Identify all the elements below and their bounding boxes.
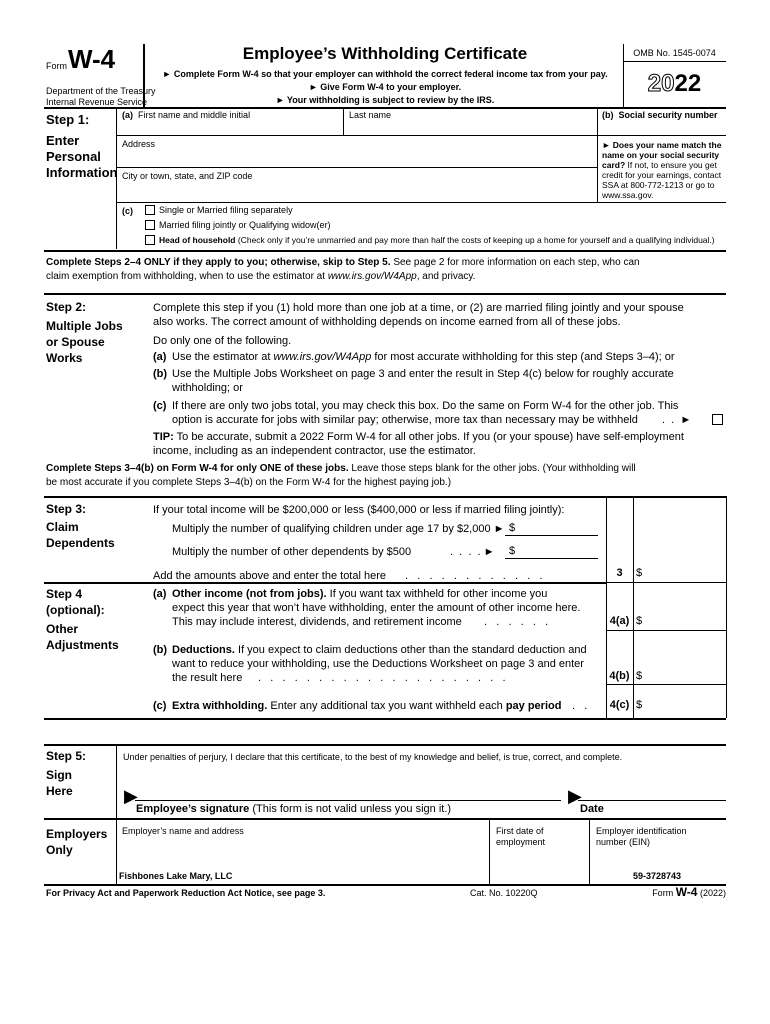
step4-b-line2: want to reduce your withholding, use the Deductions Worksheet on page 3 and enter bbox=[172, 658, 584, 670]
step2-intro-1: Complete this step if you (1) hold more than one job at a time, or (2) are married filing jointly and your spouse bbox=[153, 302, 684, 314]
deductions-bold: Deductions. bbox=[172, 644, 235, 656]
step4-c-line bbox=[172, 699, 561, 713]
line-4c-number: 4(c) bbox=[609, 699, 630, 711]
step2-c-line1: If there are only two jobs total, you may check this box. Do the same on Form W-4 for the other job. This bbox=[172, 400, 679, 412]
step2-tip-line1 bbox=[153, 430, 684, 444]
step4-a-line3: This may include interest, dividends, and retirement income bbox=[172, 616, 462, 628]
step2-do-only: Do only one of the following. bbox=[153, 335, 292, 347]
step4-b-line1 bbox=[172, 643, 587, 657]
step4-a-line2: expect this year that won’t have withholding, enter the amount of other income here. bbox=[172, 602, 581, 614]
complete-note2-bold: Complete Steps 3–4(b) on Form W-4 for only ONE of these jobs. bbox=[46, 463, 349, 474]
step3-total-dots: . . . . . . . . . . . . bbox=[405, 570, 543, 582]
other-income-input[interactable] bbox=[645, 613, 724, 629]
step3-title-line2: Dependents bbox=[46, 536, 115, 550]
step1-title-line1: Enter bbox=[46, 133, 80, 148]
line4a-dollar: $ bbox=[636, 615, 643, 627]
step3-other-dots: . . . . ► bbox=[450, 546, 495, 558]
step3-title bbox=[46, 519, 115, 551]
tax-year bbox=[623, 70, 726, 98]
step2-label: Step 2: bbox=[46, 300, 87, 314]
children-dollar: $ bbox=[509, 522, 516, 534]
signature-date-input[interactable] bbox=[582, 784, 724, 800]
step2-estimator-link[interactable]: www.irs.gov/W4App bbox=[273, 351, 372, 363]
step4-b-line3: the result here bbox=[172, 672, 243, 684]
step3-other: Multiply the number of other dependents by $500 bbox=[172, 546, 412, 558]
complete-steps-3-4-note-line2: be most accurate if you complete Steps 3–4(b) on the Form W-4 for the highest paying job.) bbox=[46, 477, 452, 488]
ein-label-line1: Employer identification bbox=[596, 826, 687, 836]
single-label: Single or Married filing separately bbox=[159, 205, 293, 215]
step2-title-line3: Works bbox=[46, 351, 83, 365]
step1-label: Step 1: bbox=[46, 112, 90, 127]
step5-title-line1: Sign bbox=[46, 768, 72, 782]
step2-b-line1: Use the Multiple Jobs Worksheet on page 3 and enter the result in Step 4(c) below for roughly accurate bbox=[172, 368, 674, 380]
ssn-label bbox=[602, 110, 718, 121]
complete-note-bold: Complete Steps 2–4 ONLY if they apply to you; otherwise, skip to Step 5. bbox=[46, 257, 391, 268]
step1-title-line2: Personal bbox=[46, 149, 101, 164]
step4-c-dots: . . bbox=[572, 700, 588, 712]
employers-only-label bbox=[46, 826, 107, 858]
step5-title-line2: Here bbox=[46, 784, 73, 798]
dept-treasury: Department of the Treasury bbox=[46, 86, 156, 96]
step4-b-tag: (b) bbox=[153, 644, 168, 656]
step2-b-tag: (b) bbox=[153, 368, 168, 380]
employer-name-value[interactable]: Fishbones Lake Mary, LLC bbox=[119, 871, 233, 881]
step5-label: Step 5: bbox=[46, 749, 87, 763]
first-date-line2: employment bbox=[496, 837, 546, 847]
step4-c-tag: (c) bbox=[153, 700, 167, 712]
step5-title bbox=[46, 767, 73, 799]
line3-total-input[interactable] bbox=[645, 566, 724, 582]
form-title: Employee’s Withholding Certificate bbox=[242, 44, 528, 63]
extra-withholding-rest: Enter any additional tax you want withheld each bbox=[267, 700, 506, 712]
step4-label-text: Step 4 bbox=[46, 587, 83, 601]
privacy-notice: For Privacy Act and Paperwork Reduction Act Notice, see page 3. bbox=[46, 888, 326, 898]
two-jobs-checkbox[interactable] bbox=[712, 414, 723, 425]
step1-a-tag: (a) bbox=[122, 110, 133, 120]
ein-label-line2: number (EIN) bbox=[596, 837, 651, 847]
deductions-input[interactable] bbox=[645, 668, 724, 684]
first-date-label bbox=[496, 826, 545, 848]
head-of-household-checkbox[interactable] bbox=[145, 235, 155, 245]
ein-value[interactable]: 59-3728743 bbox=[632, 871, 682, 881]
instruction-complete: ► Complete Form W-4 so that your employer can withhold the correct federal income tax from your pay. bbox=[162, 69, 608, 79]
step3-title-line1: Claim bbox=[46, 520, 79, 534]
step2-title-line2: or Spouse bbox=[46, 335, 105, 349]
step1-c-tag: (c) bbox=[122, 206, 133, 216]
step4-title-line1: Other bbox=[46, 622, 79, 636]
ssn-note-bold: ► Does your name match the name on your social security card? bbox=[602, 140, 722, 170]
step3-total: Add the amounts above and enter the total here bbox=[153, 570, 386, 582]
step2-a-text bbox=[172, 350, 675, 364]
complete-steps-note-line2 bbox=[46, 271, 726, 283]
last-name-label: Last name bbox=[349, 110, 392, 120]
married-label: Married filing jointly or Qualifying widow(er) bbox=[159, 220, 331, 230]
pay-period-bold: pay period bbox=[505, 700, 562, 712]
city-label: City or town, state, and ZIP code bbox=[122, 171, 253, 181]
extra-withholding-bold: Extra withholding. bbox=[172, 700, 268, 712]
step4-a-line1 bbox=[172, 587, 547, 601]
line4b-dollar: $ bbox=[636, 670, 643, 682]
date-caption: Date bbox=[580, 803, 604, 815]
step2-c-line2: option is accurate for jobs with similar pay; otherwise, more tax than necessary may be withheld bbox=[172, 414, 638, 426]
line4c-dollar: $ bbox=[636, 699, 643, 711]
head-of-household-label bbox=[159, 235, 715, 246]
step2-tip-line2: income, including as an independent contractor, use the estimator. bbox=[153, 445, 476, 457]
first-date-input[interactable] bbox=[492, 855, 586, 881]
step2-intro-2: also works. The correct amount of withholding depends on income earned from all of these jobs. bbox=[153, 316, 621, 328]
step2-a-post: for most accurate withholding for this step (and Steps 3–4); or bbox=[371, 351, 675, 363]
step1-title-line3: Information bbox=[46, 165, 118, 180]
complete-note-line2a: claim exemption from withholding, when to use the estimator at bbox=[46, 271, 328, 282]
perjury-statement: Under penalties of perjury, I declare that this certificate, to the best of my knowledge and belief, is true, correct, and complete. bbox=[123, 752, 623, 762]
single-checkbox[interactable] bbox=[145, 205, 155, 215]
signature-caption bbox=[136, 802, 451, 816]
other-income-bold: Other income (not from jobs). bbox=[172, 588, 327, 600]
step1-b-tag: (b) bbox=[602, 110, 614, 120]
employers-label-line1: Employers bbox=[46, 827, 108, 841]
instruction-review: ► Your withholding is subject to review by the IRS. bbox=[275, 95, 495, 105]
step2-title bbox=[46, 318, 123, 366]
step4-a-dots: . . . . . . bbox=[484, 616, 549, 628]
line-4b-number: 4(b) bbox=[609, 670, 630, 682]
tax-year-outline: 20 bbox=[647, 70, 675, 97]
step4-a-tag: (a) bbox=[153, 588, 167, 600]
instruction-give: ► Give Form W-4 to your employer. bbox=[308, 82, 462, 92]
line-4a-number: 4(a) bbox=[609, 615, 630, 627]
step2-title-line1: Multiple Jobs bbox=[46, 319, 123, 333]
tip-bold: TIP: bbox=[153, 431, 174, 443]
step2-c-tag: (c) bbox=[153, 400, 167, 412]
ssn-text: Social security number bbox=[618, 110, 718, 120]
form-word: Form bbox=[46, 61, 67, 71]
signature-arrow-icon: ▶ bbox=[124, 786, 138, 806]
city-input[interactable] bbox=[118, 183, 595, 201]
step3-children: Multiply the number of qualifying children under age 17 by $2,000 ► bbox=[172, 523, 505, 535]
step2-c-arrow: . . ► bbox=[662, 414, 692, 426]
catalog-number: Cat. No. 10220Q bbox=[470, 888, 538, 898]
irs-label: Internal Revenue Service bbox=[46, 97, 148, 107]
married-checkbox[interactable] bbox=[145, 220, 155, 230]
employee-signature-input[interactable] bbox=[138, 784, 560, 800]
step2-a-tag: (a) bbox=[153, 351, 167, 363]
footer-year: (2022) bbox=[699, 888, 726, 898]
deductions-rest: If you expect to claim deductions other than the standard deduction and bbox=[234, 644, 587, 656]
tip-text: To be accurate, submit a 2022 Form W-4 for all other jobs. If you (or your spouse) have self-employment bbox=[173, 431, 684, 443]
complete-note-line2b: , and privacy. bbox=[416, 271, 476, 282]
estimator-link[interactable]: www.irs.gov/W4App bbox=[327, 271, 417, 282]
complete-steps-note bbox=[46, 257, 726, 269]
form-number: W-4 bbox=[68, 44, 116, 74]
footer-form-word: Form bbox=[652, 888, 674, 898]
first-name-input[interactable] bbox=[118, 120, 342, 134]
extra-withholding-input[interactable] bbox=[645, 697, 724, 713]
ssn-note bbox=[602, 140, 726, 200]
step4-title bbox=[46, 621, 119, 653]
signature-note: (This form is not valid unless you sign it.) bbox=[249, 803, 452, 815]
first-name-text: First name and middle initial bbox=[138, 110, 251, 120]
complete-note2-rest: Leave those steps blank for the other jobs. (Your withholding will bbox=[348, 463, 636, 474]
first-date-line1: First date of bbox=[496, 826, 544, 836]
employer-name-label: Employer’s name and address bbox=[122, 826, 244, 836]
hoh-bold: Head of household bbox=[159, 235, 236, 245]
ein-label bbox=[596, 826, 687, 848]
step4-label bbox=[46, 586, 105, 618]
employers-label-line2: Only bbox=[46, 843, 73, 857]
step3-intro: If your total income will be $200,000 or less ($400,000 or less if married filing jointly): bbox=[153, 504, 565, 516]
date-arrow-icon: ▶ bbox=[568, 786, 582, 806]
last-name-input[interactable] bbox=[345, 120, 595, 134]
omb-number: OMB No. 1545-0074 bbox=[633, 48, 716, 58]
signature-bold: Employee’s signature bbox=[136, 803, 250, 815]
complete-steps-3-4-note bbox=[46, 463, 726, 475]
complete-note-rest: See page 2 for more information on each step, who can bbox=[393, 257, 640, 268]
step1-title bbox=[46, 133, 118, 181]
step4-optional: (optional): bbox=[46, 603, 105, 617]
line-3-number: 3 bbox=[616, 567, 623, 579]
ssn-input[interactable] bbox=[599, 122, 725, 134]
address-label: Address bbox=[122, 139, 156, 149]
children-amount-input[interactable] bbox=[518, 520, 598, 534]
step4-b-dots: . . . . . . . . . . . . . . . . . . . . . bbox=[258, 672, 506, 684]
step2-a-pre: Use the estimator at bbox=[172, 351, 274, 363]
tax-year-bold: 22 bbox=[674, 70, 702, 97]
other-dollar: $ bbox=[509, 545, 516, 557]
footer-form-id bbox=[600, 886, 726, 900]
step3-label: Step 3: bbox=[46, 502, 87, 516]
footer-form-number: W-4 bbox=[675, 885, 698, 899]
hoh-rest: (Check only if you’re unmarried and pay more than half the costs of keeping up a home for yourself and a qualifying individual.) bbox=[237, 235, 715, 245]
step4-title-line2: Adjustments bbox=[46, 638, 119, 652]
address-input[interactable] bbox=[118, 151, 595, 165]
other-dependents-input[interactable] bbox=[518, 543, 598, 557]
line3-dollar: $ bbox=[636, 567, 643, 579]
step2-b-line2: withholding; or bbox=[172, 382, 243, 394]
other-income-rest: If you want tax withheld for other income you bbox=[326, 588, 548, 600]
ssn-note-text: If not, to ensure you get credit for your earnings, contact SSA at 800-772-1213 or go to www.ssa.gov. bbox=[602, 160, 722, 200]
